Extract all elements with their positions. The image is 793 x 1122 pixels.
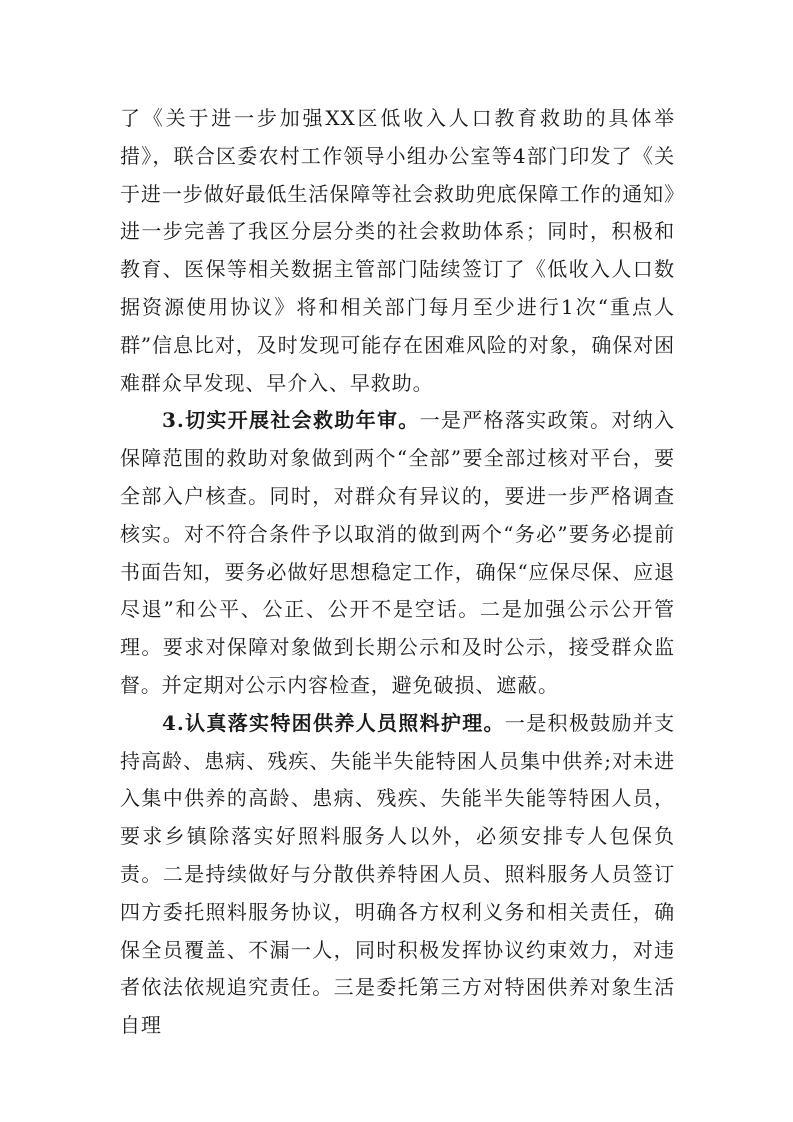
paragraph-continuation [120, 100, 675, 402]
section-3-heading: 3.切实开展社会救助年审。 [162, 408, 420, 433]
paragraph-section-4 [120, 705, 675, 1045]
section-4-heading: 4.认真落实特困供养人员照料护理。 [162, 710, 505, 735]
paragraph-1-text: 了《关于进一步加强XX区低收入人口教育救助的具体举措》，联合区委农村工作领导小组办公室等4部门印发了《关于进一步做好最低生活保障等社会救助兜底保障工作的通知》进一步完善了我区分层分类的社会救助体系；同时，积极和教育、医保等相关数据主管部门陆续签订了《低收入人口数据资源使用协议》将和相关部门每月至少进行1次“重点人群”信息比对，及时发现可能存在困难风险的对象，确保对困难群众早发现、早介入、早救助。 [120, 106, 675, 395]
section-3-text: 一是严格落实政策。对纳入保障范围的救助对象做到两个“全部”要全部过核对平台，要全部入户核查。同时，对群众有异议的，要进一步严格调查核实。对不符合条件予以取消的做到两个“务必”要务必提前书面告知，要务必做好思想稳定工作，确保“应保尽保、应退尽退”和公平、公正、公开不是空话。二是加强公示公开管理。要求对保障对象做到长期公示和及时公示，接受群众监督。并定期对公示内容检查，避免破损、遮蔽。 [120, 408, 675, 697]
section-4-text: 一是积极鼓励并支持高龄、患病、残疾、失能半失能特困人员集中供养;对未进入集中供养的高龄、患病、残疾、失能半失能等特困人员，要求乡镇除落实好照料服务人以外，必须安排专人包保负责。二是持续做好与分散供养特困人员、照料服务人员签订四方委托照料服务协议，明确各方权利义务和相关责任，确保全员覆盖、不漏一人，同时积极发挥协议约束效力，对违者依法依规追究责任。三是委托第三方对特困供养对象生活自理 [120, 710, 675, 1038]
body-text [120, 100, 675, 1045]
paragraph-section-3 [120, 402, 675, 704]
